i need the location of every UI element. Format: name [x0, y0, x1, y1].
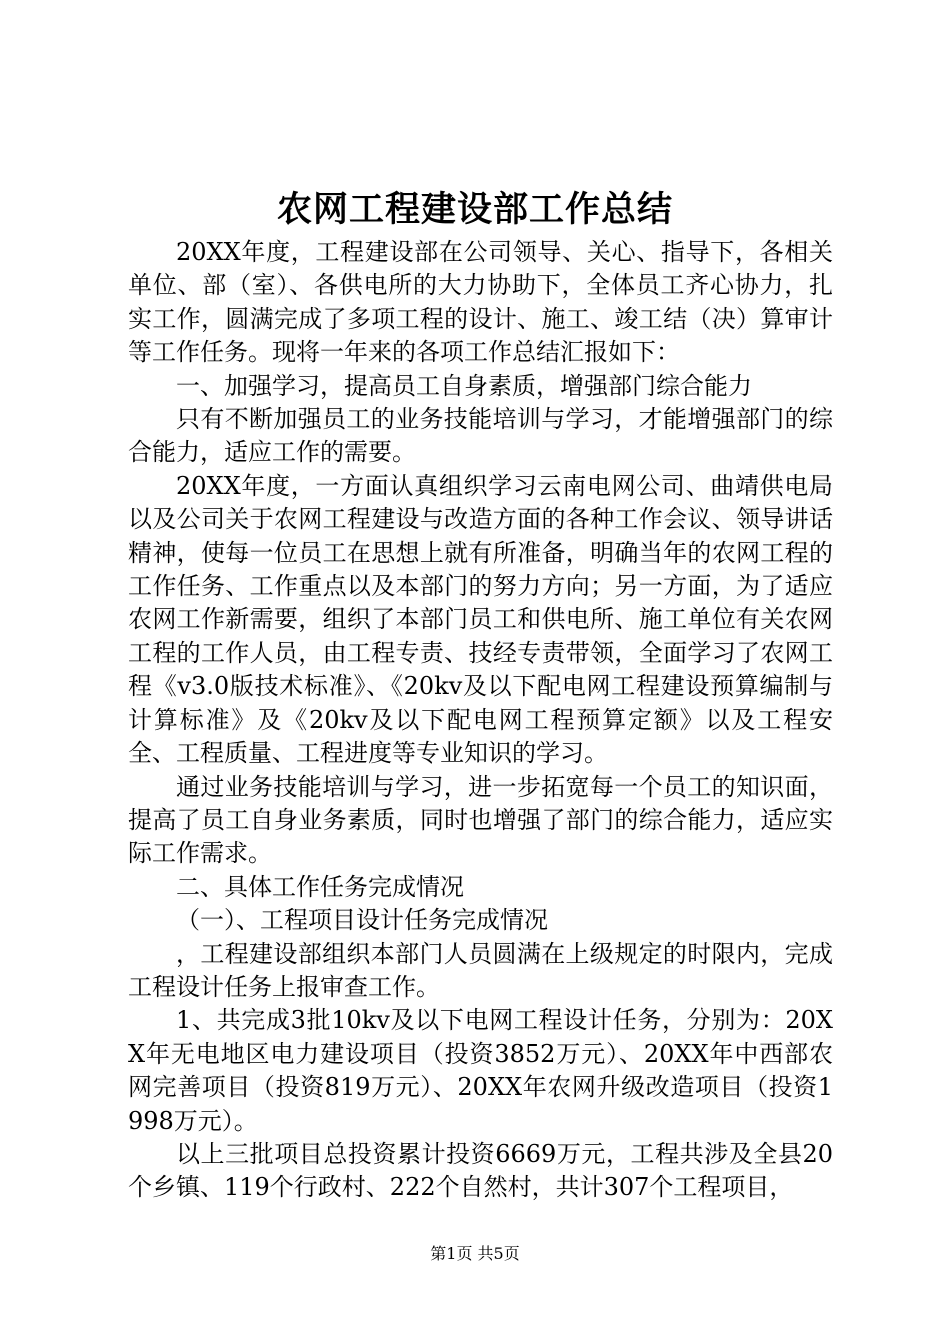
paragraph: 20XX年度，工程建设部在公司领导、关心、指导下，各相关单位、部（室）、各供电所的大力协助下，全体员工齐心协力，扎实工作，圆满完成了多项工程的设计、施工、竣工结（决）算审计等工作任务。现将一年来的各项工作总结汇报如下：: [128, 238, 833, 367]
subsection-heading: （一）、工程项目设计任务完成情况: [176, 906, 548, 935]
section-heading: 一、加强学习，提高员工自身素质，增强部门综合能力: [176, 371, 752, 400]
section-heading: 二、具体工作任务完成情况: [176, 872, 464, 901]
paragraph: 1、共完成3批10kv及以下电网工程设计任务，分别为：20XX年无电地区电力建设项目（投资3852万元）、20XX年中西部农网完善项目（投资819万元）、20XX年农网升级改造项目（投资1998万元）。: [128, 1006, 833, 1135]
page-number-footer: 第1页 共5页: [430, 1244, 520, 1263]
document-title: 农网工程建设部工作总结: [276, 189, 673, 230]
paragraph: 20XX年度，一方面认真组织学习云南电网公司、曲靖供电局以及公司关于农网工程建设与改造方面的各种工作会议、领导讲话精神，使每一位员工在思想上就有所准备，明确当年的农网工程的工作任务、工作重点以及本部门的努力方向；另一方面，为了适应农网工作新需要，组织了本部门员工和供电所、施工单位有关农网工程的工作人员，由工程专责、技经专责带领，全面学习了农网工程《v3.0版技术标准》、《20kv及以下配电网工程建设预算编制与计算标准》及《20kv及以下配电网工程预算定额》以及工程安全、工程质量、工程进度等专业知识的学习。: [128, 471, 833, 768]
paragraph: 以上三批项目总投资累计投资6669万元，工程共涉及全县20个乡镇、119个行政村、222个自然村，共计307个工程项目，: [128, 1139, 833, 1202]
paragraph: 只有不断加强员工的业务技能培训与学习，才能增强部门的综合能力，适应工作的需要。: [128, 405, 833, 467]
paragraph: 通过业务技能培训与学习，进一步拓宽每一个员工的知识面，提高了员工自身业务素质，同时也增强了部门的综合能力，适应实际工作需求。: [128, 772, 833, 868]
document-body: [128, 236, 833, 1205]
paragraph: ，工程建设部组织本部门人员圆满在上级规定的时限内，完成工程设计任务上报审查工作。: [128, 939, 833, 1001]
